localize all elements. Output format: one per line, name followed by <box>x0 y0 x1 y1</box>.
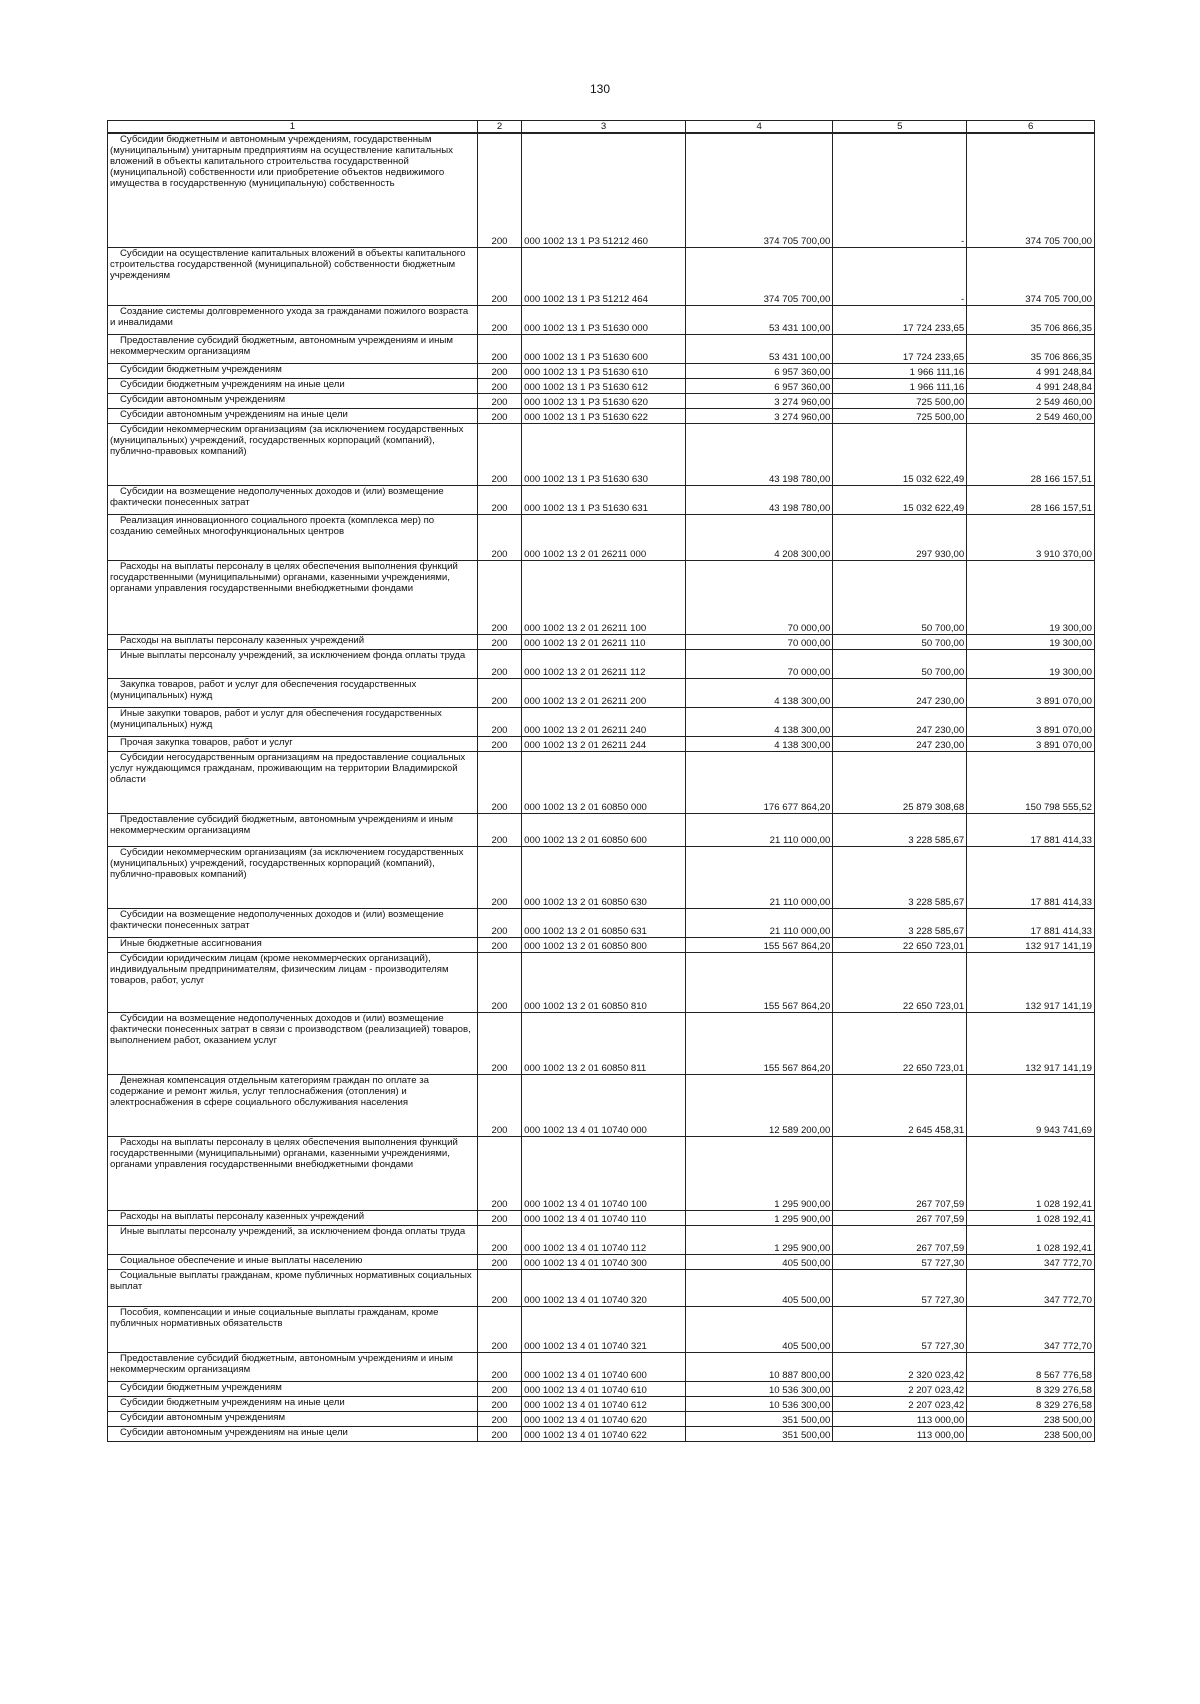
table-row <box>108 514 1095 560</box>
table-row <box>108 1426 1095 1441</box>
table-row <box>108 937 1095 952</box>
row-name <box>108 1306 478 1352</box>
row-name <box>108 247 478 305</box>
row-approved-amount: 43 198 780,00 <box>685 423 832 485</box>
row-name-text: Иные выплаты персоналу учреждений, за исключением фонда оплаты труда <box>120 649 466 661</box>
row-executed-amount: 247 230,00 <box>833 736 967 751</box>
row-name-text: Субсидии негосударственным организациям на предоставление социальных услуг нуждающимся гражданам, проживающим на территории Владимирской области <box>110 751 466 785</box>
row-code: 200 <box>477 363 521 378</box>
row-name-text: Субсидии автономным учреждениям на иные цели <box>120 1426 348 1438</box>
row-code: 200 <box>477 378 521 393</box>
table-row <box>108 305 1095 334</box>
row-classification-code: 000 1002 13 4 01 10740 610 <box>522 1381 686 1396</box>
row-classification-code: 000 1002 13 4 01 10740 300 <box>522 1254 686 1269</box>
row-executed-amount: 17 724 233,65 <box>833 334 967 363</box>
row-code: 200 <box>477 485 521 514</box>
row-name <box>108 1254 478 1269</box>
row-code: 200 <box>477 908 521 937</box>
row-code: 200 <box>477 1225 521 1254</box>
row-name-text: Субсидии некоммерческим организациям (за исключением государственных (муниципальных) учреждений, государственных корпораций (компаний), публично-правовых компаний) <box>110 423 464 457</box>
row-classification-code: 000 1002 13 4 01 10740 320 <box>522 1269 686 1306</box>
row-name <box>108 1269 478 1306</box>
row-remaining-amount: 17 881 414,33 <box>967 846 1095 908</box>
row-name-text: Прочая закупка товаров, работ и услуг <box>120 736 293 748</box>
table-row <box>108 560 1095 634</box>
column-header-6: 6 <box>967 121 1095 134</box>
row-code: 200 <box>477 1426 521 1441</box>
row-code: 200 <box>477 634 521 649</box>
row-name-text: Субсидии юридическим лицам (кроме некоммерческих организаций), индивидуальным предпринимателям, физическим лицам - производителям товаров, работ, услуг <box>110 952 449 986</box>
row-name <box>108 1426 478 1441</box>
row-remaining-amount: 1 028 192,41 <box>967 1210 1095 1225</box>
row-name <box>108 1210 478 1225</box>
row-classification-code: 000 1002 13 2 01 26211 240 <box>522 707 686 736</box>
row-classification-code: 000 1002 13 1 Р3 51630 000 <box>522 305 686 334</box>
row-executed-amount: 50 700,00 <box>833 560 967 634</box>
row-name <box>108 634 478 649</box>
row-code: 200 <box>477 1269 521 1306</box>
row-name-text: Расходы на выплаты персоналу в целях обеспечения выполнения функций государственными (муниципальными) органами, казенными учреждениями, органами управления государственными внебюджетными фондами <box>110 1136 458 1170</box>
row-name <box>108 1012 478 1074</box>
row-name-text: Субсидии автономным учреждениям <box>120 1411 286 1423</box>
table-row <box>108 908 1095 937</box>
row-classification-code: 000 1002 13 4 01 10740 620 <box>522 1411 686 1426</box>
row-executed-amount: 247 230,00 <box>833 707 967 736</box>
row-name-text: Иные бюджетные ассигнования <box>120 937 262 949</box>
table-row <box>108 1074 1095 1136</box>
row-approved-amount: 21 110 000,00 <box>685 846 832 908</box>
row-remaining-amount: 150 798 555,52 <box>967 751 1095 813</box>
row-remaining-amount: 2 549 460,00 <box>967 408 1095 423</box>
column-header-2: 2 <box>477 121 521 134</box>
row-classification-code: 000 1002 13 2 01 60850 800 <box>522 937 686 952</box>
row-executed-amount: 267 707,59 <box>833 1210 967 1225</box>
row-approved-amount: 1 295 900,00 <box>685 1225 832 1254</box>
row-executed-amount: 57 727,30 <box>833 1269 967 1306</box>
row-name-text: Субсидии автономным учреждениям на иные цели <box>120 408 348 420</box>
row-executed-amount: 57 727,30 <box>833 1254 967 1269</box>
row-remaining-amount: 3 910 370,00 <box>967 514 1095 560</box>
row-code: 200 <box>477 393 521 408</box>
row-classification-code: 000 1002 13 4 01 10740 321 <box>522 1306 686 1352</box>
row-name <box>108 334 478 363</box>
row-remaining-amount: 132 917 141,19 <box>967 952 1095 1012</box>
row-remaining-amount: 3 891 070,00 <box>967 678 1095 707</box>
row-name <box>108 423 478 485</box>
table-row <box>108 408 1095 423</box>
row-executed-amount: 2 320 023,42 <box>833 1352 967 1381</box>
row-name <box>108 751 478 813</box>
row-classification-code: 000 1002 13 2 01 60850 810 <box>522 952 686 1012</box>
row-code: 200 <box>477 937 521 952</box>
row-remaining-amount: 2 549 460,00 <box>967 393 1095 408</box>
column-header-3: 3 <box>522 121 686 134</box>
row-remaining-amount: 8 329 276,58 <box>967 1396 1095 1411</box>
row-remaining-amount: 1 028 192,41 <box>967 1225 1095 1254</box>
row-approved-amount: 405 500,00 <box>685 1269 832 1306</box>
row-remaining-amount: 3 891 070,00 <box>967 736 1095 751</box>
row-classification-code: 000 1002 13 1 Р3 51630 612 <box>522 378 686 393</box>
table-row <box>108 846 1095 908</box>
row-approved-amount: 3 274 960,00 <box>685 393 832 408</box>
column-header-1: 1 <box>108 121 478 134</box>
row-executed-amount: 50 700,00 <box>833 634 967 649</box>
row-name <box>108 133 478 247</box>
row-executed-amount: 22 650 723,01 <box>833 1012 967 1074</box>
row-name <box>108 649 478 678</box>
table-row <box>108 485 1095 514</box>
row-remaining-amount: 19 300,00 <box>967 634 1095 649</box>
row-code: 200 <box>477 1352 521 1381</box>
row-approved-amount: 10 536 300,00 <box>685 1381 832 1396</box>
row-name <box>108 1411 478 1426</box>
row-remaining-amount: 238 500,00 <box>967 1411 1095 1426</box>
row-name-text: Реализация инновационного социального проекта (комплекса мер) по созданию семейных многофункциональных центров <box>110 514 435 537</box>
row-code: 200 <box>477 514 521 560</box>
row-remaining-amount: 347 772,70 <box>967 1254 1095 1269</box>
row-approved-amount: 21 110 000,00 <box>685 813 832 846</box>
row-executed-amount: 267 707,59 <box>833 1225 967 1254</box>
row-approved-amount: 53 431 100,00 <box>685 334 832 363</box>
table-row <box>108 1306 1095 1352</box>
row-classification-code: 000 1002 13 2 01 60850 631 <box>522 908 686 937</box>
row-executed-amount: 725 500,00 <box>833 408 967 423</box>
column-header-5: 5 <box>833 121 967 134</box>
row-approved-amount: 6 957 360,00 <box>685 363 832 378</box>
row-name <box>108 393 478 408</box>
table-row <box>108 1396 1095 1411</box>
row-classification-code: 000 1002 13 2 01 26211 000 <box>522 514 686 560</box>
row-code: 200 <box>477 813 521 846</box>
row-approved-amount: 10 536 300,00 <box>685 1396 832 1411</box>
row-remaining-amount: 4 991 248,84 <box>967 363 1095 378</box>
row-classification-code: 000 1002 13 1 Р3 51212 460 <box>522 133 686 247</box>
row-executed-amount: 113 000,00 <box>833 1411 967 1426</box>
table-row <box>108 363 1095 378</box>
row-approved-amount: 3 274 960,00 <box>685 408 832 423</box>
row-classification-code: 000 1002 13 4 01 10740 612 <box>522 1396 686 1411</box>
row-code: 200 <box>477 1411 521 1426</box>
row-code: 200 <box>477 560 521 634</box>
table-row <box>108 1136 1095 1210</box>
row-classification-code: 000 1002 13 2 01 26211 244 <box>522 736 686 751</box>
row-remaining-amount: 1 028 192,41 <box>967 1136 1095 1210</box>
row-code: 200 <box>477 1381 521 1396</box>
row-executed-amount: 1 966 111,16 <box>833 363 967 378</box>
row-name-text: Предоставление субсидий бюджетным, автономным учреждениям и иным некоммерческим организациям <box>110 813 453 836</box>
budget-execution-table <box>107 120 1095 1442</box>
row-code: 200 <box>477 1306 521 1352</box>
row-code: 200 <box>477 736 521 751</box>
row-approved-amount: 374 705 700,00 <box>685 247 832 305</box>
row-name-text: Закупка товаров, работ и услуг для обеспечения государственных (муниципальных) нужд <box>110 678 417 701</box>
row-name-text: Субсидии бюджетным и автономным учреждениям, государственным (муниципальным) унитарным предприятиям на осуществление капитальных вложений в объекты капитального строительства государственной (муниципальной) собственности или приобретение объектов недвижимого имущества в государственную (муниципальную) собственность <box>110 134 453 189</box>
row-executed-amount: 1 966 111,16 <box>833 378 967 393</box>
row-classification-code: 000 1002 13 1 Р3 51630 631 <box>522 485 686 514</box>
row-executed-amount: 113 000,00 <box>833 1426 967 1441</box>
row-approved-amount: 21 110 000,00 <box>685 908 832 937</box>
row-remaining-amount: 8 567 776,58 <box>967 1352 1095 1381</box>
row-classification-code: 000 1002 13 2 01 60850 000 <box>522 751 686 813</box>
row-approved-amount: 4 208 300,00 <box>685 514 832 560</box>
row-remaining-amount: 374 705 700,00 <box>967 247 1095 305</box>
table-row <box>108 423 1095 485</box>
row-remaining-amount: 19 300,00 <box>967 649 1095 678</box>
row-name-text: Субсидии бюджетным учреждениям <box>120 363 282 375</box>
row-remaining-amount: 3 891 070,00 <box>967 707 1095 736</box>
row-executed-amount: 3 228 585,67 <box>833 846 967 908</box>
table-row <box>108 393 1095 408</box>
table-row <box>108 1225 1095 1254</box>
row-executed-amount: 22 650 723,01 <box>833 952 967 1012</box>
table-row <box>108 736 1095 751</box>
row-code: 200 <box>477 707 521 736</box>
row-code: 200 <box>477 952 521 1012</box>
row-approved-amount: 351 500,00 <box>685 1411 832 1426</box>
row-executed-amount: 57 727,30 <box>833 1306 967 1352</box>
row-code: 200 <box>477 423 521 485</box>
row-classification-code: 000 1002 13 1 Р3 51630 610 <box>522 363 686 378</box>
row-remaining-amount: 132 917 141,19 <box>967 937 1095 952</box>
row-approved-amount: 4 138 300,00 <box>685 707 832 736</box>
row-executed-amount: 25 879 308,68 <box>833 751 967 813</box>
row-code: 200 <box>477 1136 521 1210</box>
page-number: 130 <box>589 82 611 96</box>
row-name-text: Субсидии бюджетным учреждениям <box>120 1381 282 1393</box>
row-name-text: Социальные выплаты гражданам, кроме публичных нормативных социальных выплат <box>110 1269 472 1292</box>
row-classification-code: 000 1002 13 4 01 10740 000 <box>522 1074 686 1136</box>
row-name-text: Расходы на выплаты персоналу казенных учреждений <box>120 634 365 646</box>
row-executed-amount: - <box>833 133 967 247</box>
row-name <box>108 1225 478 1254</box>
row-executed-amount: - <box>833 247 967 305</box>
table-row <box>108 634 1095 649</box>
row-name-text: Субсидии некоммерческим организациям (за исключением государственных (муниципальных) учреждений, государственных корпораций (компаний), публично-правовых компаний) <box>110 846 464 880</box>
row-approved-amount: 4 138 300,00 <box>685 678 832 707</box>
row-code: 200 <box>477 678 521 707</box>
row-code: 200 <box>477 1074 521 1136</box>
row-approved-amount: 70 000,00 <box>685 634 832 649</box>
table-row <box>108 1269 1095 1306</box>
row-code: 200 <box>477 649 521 678</box>
row-classification-code: 000 1002 13 4 01 10740 112 <box>522 1225 686 1254</box>
row-remaining-amount: 347 772,70 <box>967 1306 1095 1352</box>
table-row <box>108 1210 1095 1225</box>
row-name-text: Расходы на выплаты персоналу казенных учреждений <box>120 1210 365 1222</box>
row-name-text: Субсидии на возмещение недополученных доходов и (или) возмещение фактически понесенных затрат <box>110 485 444 508</box>
row-approved-amount: 1 295 900,00 <box>685 1210 832 1225</box>
row-executed-amount: 2 207 023,42 <box>833 1381 967 1396</box>
row-name-text: Денежная компенсация отдельным категориям граждан по оплате за содержание и ремонт жилья, услуг теплоснабжения (отопления) и электроснабжения в сфере социального обслуживания населения <box>110 1074 429 1108</box>
row-code: 200 <box>477 334 521 363</box>
row-name <box>108 1136 478 1210</box>
row-executed-amount: 297 930,00 <box>833 514 967 560</box>
row-name-text: Субсидии бюджетным учреждениям на иные цели <box>120 378 345 390</box>
row-classification-code: 000 1002 13 1 Р3 51630 622 <box>522 408 686 423</box>
row-name <box>108 378 478 393</box>
row-name <box>108 736 478 751</box>
row-approved-amount: 6 957 360,00 <box>685 378 832 393</box>
row-remaining-amount: 374 705 700,00 <box>967 133 1095 247</box>
row-name-text: Предоставление субсидий бюджетным, автономным учреждениям и иным некоммерческим организациям <box>110 1352 453 1375</box>
row-name <box>108 408 478 423</box>
row-approved-amount: 1 295 900,00 <box>685 1136 832 1210</box>
table-row <box>108 1352 1095 1381</box>
row-name-text: Пособия, компенсации и иные социальные выплаты гражданам, кроме публичных нормативных обязательств <box>110 1306 439 1329</box>
row-executed-amount: 15 032 622,49 <box>833 423 967 485</box>
row-code: 200 <box>477 247 521 305</box>
row-classification-code: 000 1002 13 2 01 60850 811 <box>522 1012 686 1074</box>
row-executed-amount: 22 650 723,01 <box>833 937 967 952</box>
row-executed-amount: 3 228 585,67 <box>833 908 967 937</box>
row-approved-amount: 70 000,00 <box>685 649 832 678</box>
row-classification-code: 000 1002 13 1 Р3 51212 464 <box>522 247 686 305</box>
row-remaining-amount: 4 991 248,84 <box>967 378 1095 393</box>
row-remaining-amount: 132 917 141,19 <box>967 1012 1095 1074</box>
row-code: 200 <box>477 751 521 813</box>
row-code: 200 <box>477 1396 521 1411</box>
row-executed-amount: 725 500,00 <box>833 393 967 408</box>
table-row <box>108 1254 1095 1269</box>
row-name-text: Иные закупки товаров, работ и услуг для обеспечения государственных (муниципальных) нужд <box>110 707 442 730</box>
row-code: 200 <box>477 1254 521 1269</box>
row-name-text: Социальное обеспечение и иные выплаты населению <box>120 1254 363 1266</box>
row-remaining-amount: 8 329 276,58 <box>967 1381 1095 1396</box>
table-row <box>108 707 1095 736</box>
row-classification-code: 000 1002 13 4 01 10740 600 <box>522 1352 686 1381</box>
row-name <box>108 1396 478 1411</box>
row-name-text: Субсидии автономным учреждениям <box>120 393 286 405</box>
row-name <box>108 908 478 937</box>
row-approved-amount: 70 000,00 <box>685 560 832 634</box>
row-remaining-amount: 238 500,00 <box>967 1426 1095 1441</box>
row-name <box>108 952 478 1012</box>
row-executed-amount: 50 700,00 <box>833 649 967 678</box>
table-row <box>108 247 1095 305</box>
table-row <box>108 952 1095 1012</box>
row-name <box>108 560 478 634</box>
row-approved-amount: 10 887 800,00 <box>685 1352 832 1381</box>
table-row <box>108 1012 1095 1074</box>
table-row <box>108 1381 1095 1396</box>
row-approved-amount: 155 567 864,20 <box>685 937 832 952</box>
row-executed-amount: 15 032 622,49 <box>833 485 967 514</box>
row-approved-amount: 176 677 864,20 <box>685 751 832 813</box>
table-row <box>108 334 1095 363</box>
row-name <box>108 1381 478 1396</box>
row-classification-code: 000 1002 13 1 Р3 51630 630 <box>522 423 686 485</box>
table-row <box>108 678 1095 707</box>
row-approved-amount: 53 431 100,00 <box>685 305 832 334</box>
row-name-text: Создание системы долговременного ухода за гражданами пожилого возраста и инвалидами <box>110 305 469 328</box>
row-code: 200 <box>477 133 521 247</box>
row-name-text: Субсидии бюджетным учреждениям на иные цели <box>120 1396 345 1408</box>
row-executed-amount: 3 228 585,67 <box>833 813 967 846</box>
row-executed-amount: 2 645 458,31 <box>833 1074 967 1136</box>
row-approved-amount: 155 567 864,20 <box>685 952 832 1012</box>
row-name <box>108 514 478 560</box>
table-row <box>108 813 1095 846</box>
row-name <box>108 846 478 908</box>
row-code: 200 <box>477 1012 521 1074</box>
row-classification-code: 000 1002 13 2 01 26211 200 <box>522 678 686 707</box>
table-row <box>108 1411 1095 1426</box>
row-name-text: Субсидии на возмещение недополученных доходов и (или) возмещение фактически понесенных затрат <box>110 908 444 931</box>
row-approved-amount: 155 567 864,20 <box>685 1012 832 1074</box>
row-approved-amount: 374 705 700,00 <box>685 133 832 247</box>
row-classification-code: 000 1002 13 4 01 10740 100 <box>522 1136 686 1210</box>
row-name-text: Иные выплаты персоналу учреждений, за исключением фонда оплаты труда <box>120 1225 466 1237</box>
row-classification-code: 000 1002 13 4 01 10740 622 <box>522 1426 686 1441</box>
row-name <box>108 363 478 378</box>
row-approved-amount: 12 589 200,00 <box>685 1074 832 1136</box>
row-name-text: Субсидии на осуществление капитальных вложений в объекты капитального строительства государственной (муниципальной) собственности бюджетным учреждениям <box>110 247 466 281</box>
row-approved-amount: 405 500,00 <box>685 1254 832 1269</box>
row-remaining-amount: 35 706 866,35 <box>967 334 1095 363</box>
row-name <box>108 305 478 334</box>
row-approved-amount: 405 500,00 <box>685 1306 832 1352</box>
row-executed-amount: 2 207 023,42 <box>833 1396 967 1411</box>
row-name <box>108 937 478 952</box>
row-name-text: Расходы на выплаты персоналу в целях обеспечения выполнения функций государственными (муниципальными) органами, казенными учреждениями, органами управления государственными внебюджетными фондами <box>110 560 458 594</box>
table-row <box>108 751 1095 813</box>
row-remaining-amount: 35 706 866,35 <box>967 305 1095 334</box>
row-remaining-amount: 347 772,70 <box>967 1269 1095 1306</box>
row-classification-code: 000 1002 13 2 01 26211 100 <box>522 560 686 634</box>
row-approved-amount: 43 198 780,00 <box>685 485 832 514</box>
row-executed-amount: 247 230,00 <box>833 678 967 707</box>
row-approved-amount: 351 500,00 <box>685 1426 832 1441</box>
row-classification-code: 000 1002 13 4 01 10740 110 <box>522 1210 686 1225</box>
row-classification-code: 000 1002 13 1 Р3 51630 620 <box>522 393 686 408</box>
row-classification-code: 000 1002 13 2 01 26211 112 <box>522 649 686 678</box>
row-code: 200 <box>477 408 521 423</box>
row-remaining-amount: 19 300,00 <box>967 560 1095 634</box>
row-name <box>108 485 478 514</box>
column-header-4: 4 <box>685 121 832 134</box>
row-remaining-amount: 17 881 414,33 <box>967 813 1095 846</box>
row-code: 200 <box>477 1210 521 1225</box>
row-name <box>108 1074 478 1136</box>
row-executed-amount: 17 724 233,65 <box>833 305 967 334</box>
row-approved-amount: 4 138 300,00 <box>685 736 832 751</box>
row-executed-amount: 267 707,59 <box>833 1136 967 1210</box>
table-row <box>108 378 1095 393</box>
row-classification-code: 000 1002 13 2 01 26211 110 <box>522 634 686 649</box>
row-name-text: Субсидии на возмещение недополученных доходов и (или) возмещение фактически понесенных затрат в связи с производством (реализацией) товаров, выполнением работ, оказанием услуг <box>110 1012 471 1046</box>
row-classification-code: 000 1002 13 1 Р3 51630 600 <box>522 334 686 363</box>
row-remaining-amount: 28 166 157,51 <box>967 485 1095 514</box>
row-name <box>108 678 478 707</box>
row-name <box>108 707 478 736</box>
row-code: 200 <box>477 846 521 908</box>
column-number-row <box>108 121 1095 134</box>
row-name-text: Предоставление субсидий бюджетным, автономным учреждениям и иным некоммерческим организациям <box>110 334 453 357</box>
row-classification-code: 000 1002 13 2 01 60850 600 <box>522 813 686 846</box>
row-remaining-amount: 17 881 414,33 <box>967 908 1095 937</box>
row-remaining-amount: 28 166 157,51 <box>967 423 1095 485</box>
row-name <box>108 813 478 846</box>
row-code: 200 <box>477 305 521 334</box>
table-row <box>108 133 1095 247</box>
table-body <box>108 133 1095 1441</box>
row-name <box>108 1352 478 1381</box>
table-row <box>108 649 1095 678</box>
row-remaining-amount: 9 943 741,69 <box>967 1074 1095 1136</box>
row-classification-code: 000 1002 13 2 01 60850 630 <box>522 846 686 908</box>
